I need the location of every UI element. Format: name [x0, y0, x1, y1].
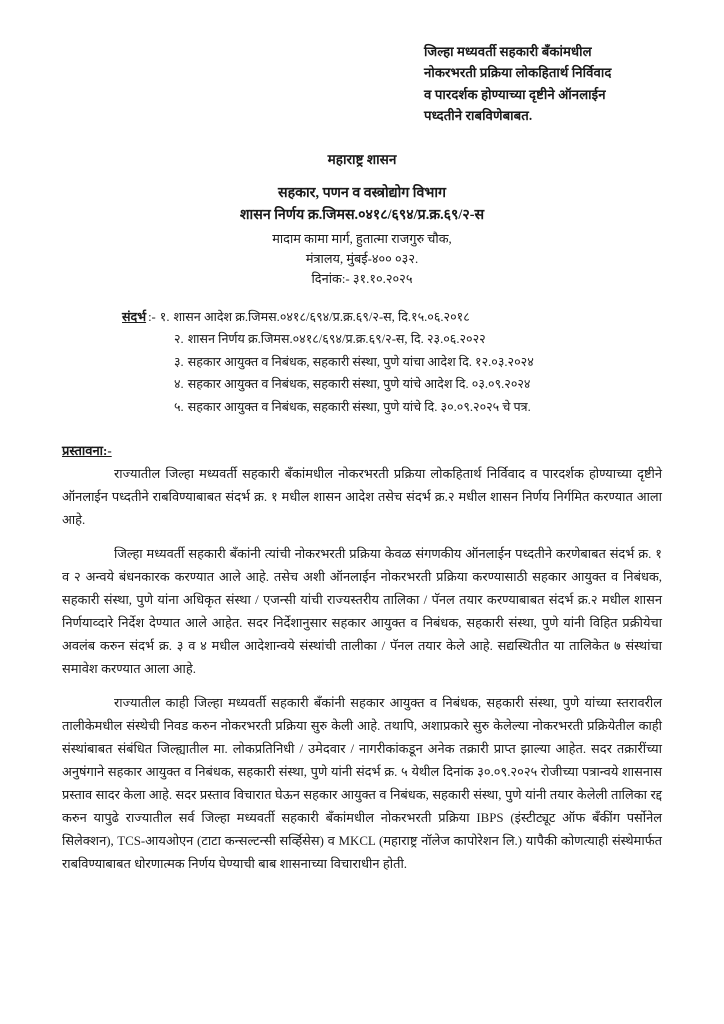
reference-text: सहकार आयुक्त व निबंधक, सहकारी संस्था, पुणे यांचे आदेश दि. ०३.०९.२०२४ — [187, 377, 531, 392]
reference-text: सहकार आयुक्त व निबंधक, सहकारी संस्था, पुणे यांचा आदेश दि. १२.०३.२०२४ — [187, 354, 534, 369]
reference-number: ५. — [174, 399, 184, 414]
document-date: दिनांक:- ३१.१०.२०२५ — [311, 271, 413, 286]
subject-block — [424, 41, 696, 127]
preamble-paragraph-1: राज्यातील जिल्हा मध्यवर्ती सहकारी बँकांमधील नोकरभरती प्रक्रिया लोकहितार्थ निर्विवाद व पारदर्शक होण्याच्या दृष्टीने ऑनलाईन पध्दतीने राबविण्याबाबत संदर्भ क्र. १ मधील शासन आदेश तसेच संदर्भ क्र.२ मधील शासन निर्णय निर्गमित करण्यात आला आहे. — [62, 467, 662, 527]
reference-row-5 — [122, 399, 682, 417]
department-name: सहकार, पणन व वस्त्रोद्योग विभाग — [277, 185, 447, 202]
preamble-body — [62, 463, 662, 875]
reference-text: शासन निर्णय क्र.जिमस.०४१८/६९४/प्र.क्र.६९/२-स, दि. २३.०६.२०२२ — [187, 332, 486, 347]
reference-row-2 — [122, 331, 682, 349]
reference-number: ४. — [174, 377, 184, 392]
preamble-heading: प्रस्तावना:- — [62, 443, 112, 458]
reference-row-3 — [122, 354, 682, 372]
gr-number: शासन निर्णय क्र.जिमस.०४१८/६९४/प्र.क्र.६९/२-स — [239, 206, 485, 223]
subject-line-1: जिल्हा मध्यवर्ती सहकारी बँकांमधील — [424, 44, 592, 59]
reference-row-1 — [122, 309, 682, 327]
preamble-paragraph-2: जिल्हा मध्यवर्ती सहकारी बँकांनी त्यांची नोकरभरती प्रक्रिया केवळ संगणकीय ऑनलाईन पध्दतीने करणेबाबत संदर्भ क्र. १ व २ अन्वये बंधनकारक करण्यात आले आहे. तसेच अशी ऑनलाईन नोकरभरती प्रक्रिया करण्यासाठी सहकार आयुक्त व निबंधक, सहकारी संस्था, पुणे यांना अधिकृत संस्था / एजन्सी यांची राज्यस्तरीय तालिका / पॅनल तयार करण्याबाबत संदर्भ क्र.२ मधील शासन निर्णयाव्दारे निर्देश देण्यात आले आहेत. सदर निर्देशानुसार सहकार आयुक्त व निबंधक, सहकारी संस्था, पुणे यांनी विहित प्रक्रीयेचा अवलंब करुन संदर्भ क्र. ३ व ४ मधील आदेशान्वये संस्थांची तालीका / पॅनल तयार केले आहे. सद्यस्थितीत या तालिकेत ७ संस्थांचा समावेश करण्यात आला आहे. — [62, 546, 662, 676]
references-label: संदर्भ — [122, 310, 147, 324]
references-list — [122, 309, 682, 421]
document-header — [62, 150, 662, 289]
references-label-tail: :- — [148, 310, 156, 324]
address-line-1: मादाम कामा मार्ग, हुतात्मा राजगुरु चौक, — [272, 231, 452, 246]
address-line-2: मंत्रालय, मुंबई-४०० ०३२. — [305, 251, 419, 266]
reference-number: १. — [159, 310, 170, 324]
preamble-paragraph-3: राज्यातील काही जिल्हा मध्यवर्ती सहकारी बँकांनी सहकार आयुक्त व निबंधक, सहकारी संस्था, पुणे यांच्या स्तरावरील तालीकेमधील संस्थेची निवड करुन नोकरभरती प्रक्रिया सुरु केली आहे. तथापि, अशाप्रकारे सुरु केलेल्या नोकरभरती प्रक्रियेतील काही संस्थांबाबत संबंधित जिल्ह्यातील मा. लोकप्रतिनिधी / उमेदवार / नागरीकांकडून अनेक तक्रारी प्राप्त झाल्या आहेत. सदर तक्रारींच्या अनुषंगाने सहकार आयुक्त व निबंधक, सहकारी संस्था, पुणे यांनी संदर्भ क्र. ५ येथील दिनांक ३०.०९.२०२५ रोजीच्या पत्रान्वये शासनास प्रस्ताव सादर केला आहे. सदर प्रस्ताव विचारात घेऊन सहकार आयुक्त व निबंधक, सहकारी संस्था, पुणे यांनी तयार केलेली तालिका रद्द करुन यापुढे राज्यातील सर्व जिल्हा मध्यवर्ती सहकारी बँकांमधील नोकरभरती प्रक्रिया IBPS (इंस्टीट्यूट ऑफ बँकींग पर्सोनेल सिलेक्शन), TCS-आयओएन (टाटा कन्सल्टन्सी सर्व्हिसेस) व MKCL (महाराष्ट्र नॉलेज कापोरेशन लि.) यापैकी कोणत्याही संस्थेमार्फत राबविण्याबाबत धोरणात्मक निर्णय घेण्याची बाब शासनाच्या विचाराधीन होती. — [62, 695, 662, 871]
government-name: महाराष्ट्र शासन — [327, 152, 397, 167]
reference-number: ३. — [174, 354, 184, 369]
reference-number: २. — [174, 332, 184, 347]
reference-text: शासन आदेश क्र.जिमस.०४१८/६९४/प्र.क्र.६९/२-स, दि.१५.०६.२०१८ — [173, 310, 470, 324]
reference-row-4 — [122, 376, 682, 394]
subject-line-4: पध्दतीने राबविणेबाबत. — [424, 108, 533, 124]
subject-line-3: व पारदर्शक होण्याच्या दृष्टीने ऑनलाईन — [424, 86, 606, 102]
subject-line-2: नोकरभरती प्रक्रिया लोकहितार्थ निर्विवाद — [424, 65, 612, 81]
reference-text: सहकार आयुक्त व निबंधक, सहकारी संस्था, पुणे यांचे दि. ३०.०९.२०२५ चे पत्र. — [187, 399, 531, 414]
